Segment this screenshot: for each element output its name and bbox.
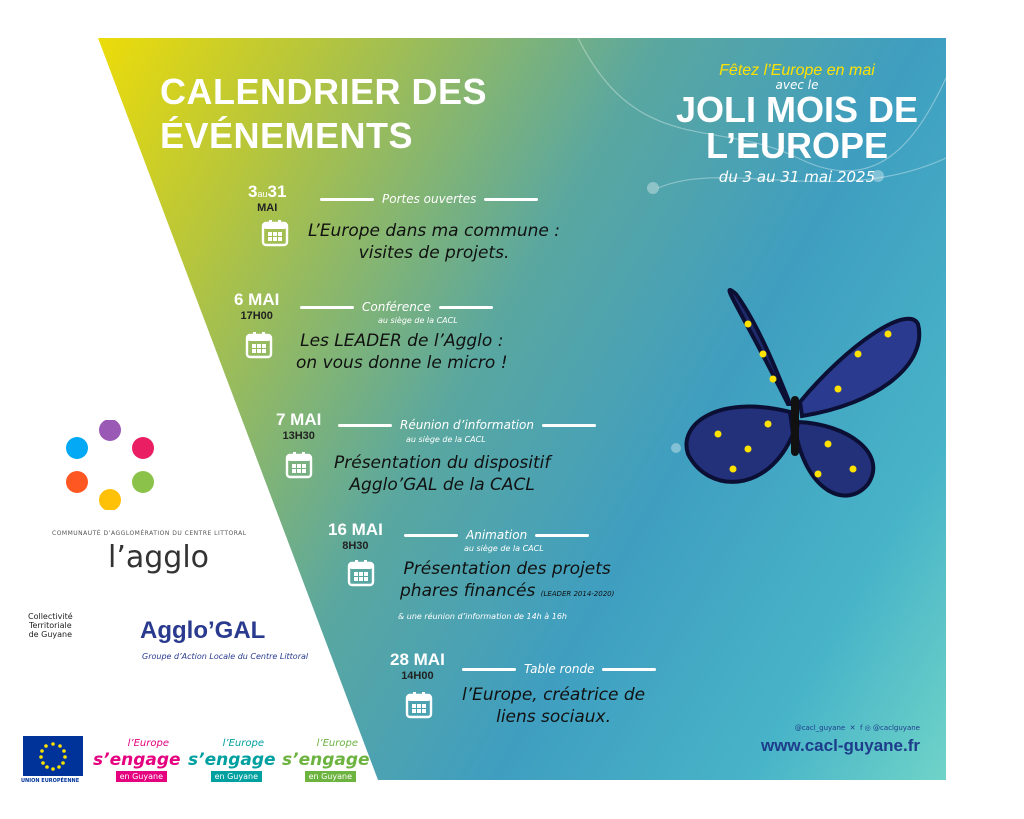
social-handles: @cacl_guyane ✕ f ◎ @caclguyane <box>794 724 920 732</box>
event-date: 3au31 MAI <box>248 182 287 214</box>
website-link[interactable]: www.cacl-guyane.fr <box>760 736 920 755</box>
event-date: 6 MAI 17H00 <box>234 290 280 322</box>
page-title: CALENDRIER DES ÉVÉNEMENTS <box>160 71 488 156</box>
event-type: Animation <box>396 528 597 542</box>
agglo-flower-logo <box>55 420 165 510</box>
aggalo-subtitle: Groupe d’Action Locale du Centre Littoral <box>142 652 309 661</box>
avec-le: avec le <box>775 78 819 92</box>
aggalo-logo: Agglo’GAL <box>140 617 266 644</box>
event-title: l’Europe, créatrice de liens sociaux. <box>462 685 646 727</box>
calendar-icon <box>284 450 314 480</box>
event-place: au siège de la CACL <box>378 316 458 325</box>
engage-logo-2: l’Europe s’engage en Guyane <box>188 738 276 781</box>
fetez-tagline: Fêtez l’Europe en mai <box>719 62 875 79</box>
event-title: Les LEADER de l’Agglo : on vous donne le micro ! <box>296 331 508 373</box>
event-date: 16 MAI 8H30 <box>328 520 383 552</box>
joli-mois-header <box>676 62 918 186</box>
calendar-icon <box>244 330 274 360</box>
engage-logo-1: l’Europe s’engage en Guyane <box>93 738 181 781</box>
eu-caption: UNION EUROPÉENNE <box>21 778 80 784</box>
event-date: 7 MAI 13H30 <box>276 410 322 442</box>
event-date: 28 MAI 14H00 <box>390 650 445 682</box>
joli-dates: du 3 au 31 mai 2025 <box>718 168 876 186</box>
event-type: Réunion d’information <box>330 418 604 432</box>
calendar-icon <box>260 218 290 248</box>
agglo-caption: COMMUNAUTÉ D’AGGLOMÉRATION DU CENTRE LITTORAL <box>52 530 247 537</box>
engage-logo-3: l’Europe s’engage en Guyane <box>282 738 370 781</box>
event-place: au siège de la CACL <box>464 544 544 553</box>
ctg-logo: Collectivité Territoriale de Guyane <box>28 612 73 639</box>
event-place: au siège de la CACL <box>406 435 486 444</box>
event-note: & une réunion d’information de 14h à 16h <box>398 612 567 621</box>
event-title: Présentation des projets phares financés (LEADER 2014-2020) <box>400 559 615 601</box>
event-type: Portes ouvertes <box>312 192 546 206</box>
event-type: Table ronde <box>454 662 664 676</box>
eu-flag-logo <box>23 736 83 776</box>
event-title: Présentation du dispositif Agglo’GAL de la CACL <box>334 453 551 495</box>
agglo-name: l’agglo <box>108 540 210 575</box>
poster-background <box>78 38 946 780</box>
event-title: L’Europe dans ma commune : visites de projets. <box>308 221 561 263</box>
event-type: Conférence <box>292 300 501 314</box>
calendar-icon <box>404 690 434 720</box>
joli-line2: L’EUROPE <box>705 125 888 166</box>
eu-butterfly-illustration <box>678 284 928 514</box>
calendar-icon <box>346 558 376 588</box>
joli-line1: JOLI MOIS DE <box>675 89 918 130</box>
